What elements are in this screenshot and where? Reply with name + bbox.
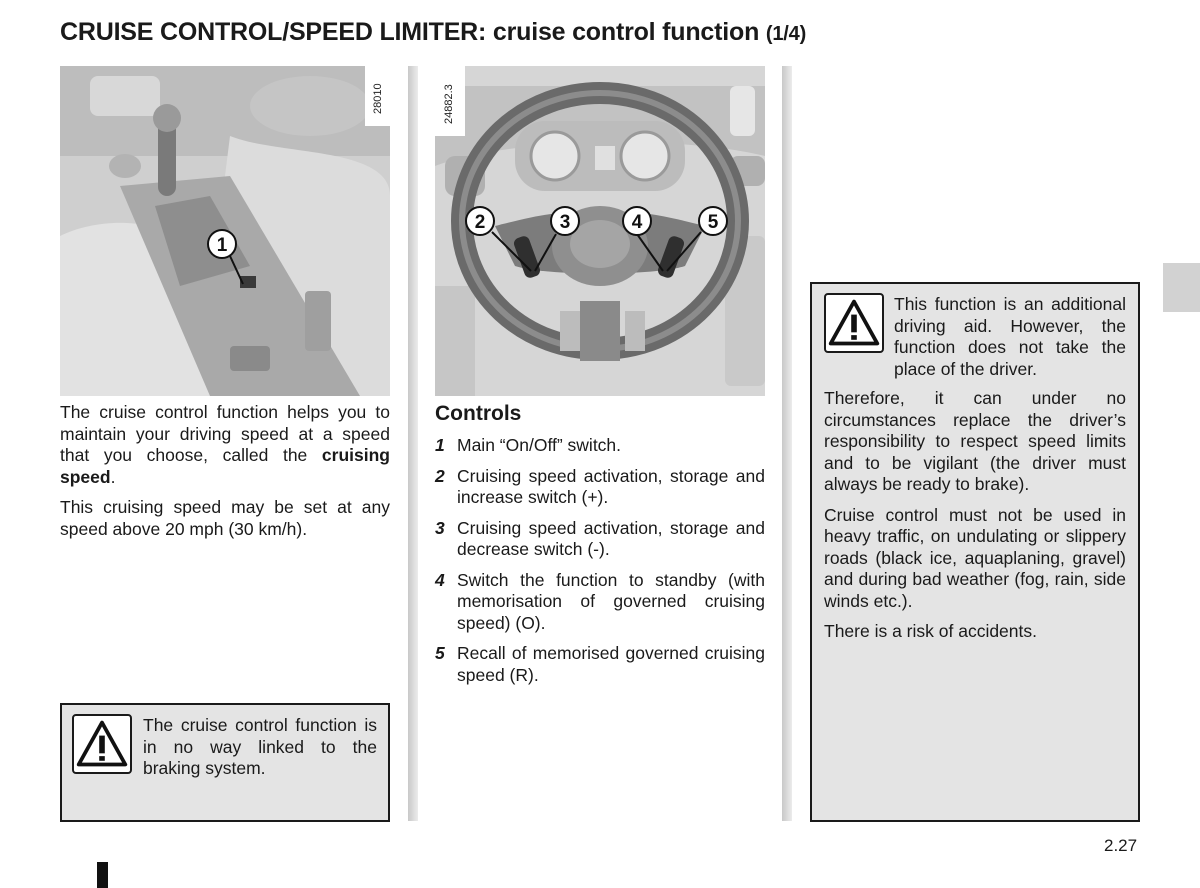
section-thumb-tab <box>1163 263 1200 312</box>
controls-list <box>435 435 765 695</box>
warning-triangle-icon <box>72 714 132 774</box>
callout-5 <box>699 207 727 235</box>
svg-text:4: 4 <box>631 212 643 233</box>
braking-warning-text: The cruise control function is in no way linked to the braking system. <box>143 715 377 778</box>
corner-mark <box>97 862 108 888</box>
left-column-text <box>60 402 390 549</box>
cruising-speed-term: cruising speed <box>60 445 390 487</box>
driving-aid-paragraphs <box>824 388 1126 652</box>
braking-warning-box <box>60 703 390 822</box>
callout-1 <box>208 230 236 258</box>
callout-2 <box>466 207 494 235</box>
callout-3 <box>551 207 579 235</box>
controls-heading: Controls <box>435 402 522 425</box>
controls-list-item: 3 Cruising speed activation, storage and decrease switch (-). <box>435 517 765 559</box>
controls-list-item: 1 Main “On/Off” switch. <box>435 435 622 455</box>
callout-4 <box>623 207 651 235</box>
conditions-paragraph: Cruise control must not be used in heavy traffic, on undulating or slippery roads (black ice, aquaplaning, gravel) and during bad weather (fog, rain, side winds etc.). <box>824 504 1126 611</box>
intro-paragraph: The cruise control function helps you to maintain your driving speed at a speed that you choose, called the cruising speed. <box>60 402 390 487</box>
svg-text:2: 2 <box>474 212 486 233</box>
column-separator <box>408 66 418 821</box>
risk-paragraph: There is a risk of accidents. <box>824 621 1037 641</box>
driving-aid-lead: This function is an additional driving aid. However, the function does not take the place of the driver. <box>894 294 1126 379</box>
responsibility-paragraph: Therefore, it can under no circumstances replace the driver’s responsibility to respect speed limits and to be vigilant (the driver must always be ready to brake). <box>824 388 1126 494</box>
figure-ref-middle: 24882.3 <box>443 84 455 124</box>
page-title <box>60 18 806 47</box>
driving-aid-warning-box <box>810 282 1140 822</box>
page-title-text: CRUISE CONTROL/SPEED LIMITER: cruise control function <box>60 18 760 46</box>
figure-ref-left: 28010 <box>372 83 384 114</box>
console-photo <box>60 66 390 396</box>
svg-text:1: 1 <box>216 235 228 256</box>
controls-list-item: 5 Recall of memorised governed cruising speed (R). <box>435 643 765 685</box>
svg-text:5: 5 <box>707 212 719 233</box>
steering-wheel-photo <box>435 66 765 396</box>
page-number: 2.27 <box>1104 836 1138 855</box>
warning-triangle-icon <box>824 293 884 353</box>
column-separator <box>782 66 792 821</box>
speed-note-paragraph: This cruising speed may be set at any speed above 20 mph (30 km/h). <box>60 497 390 539</box>
controls-list-item: 2 Cruising speed activation, storage and increase switch (+). <box>435 465 765 507</box>
controls-list-item: 4 Switch the function to standby (with memorisation of governed cruising speed) (O). <box>435 569 765 633</box>
svg-text:3: 3 <box>559 212 571 233</box>
page-part: (1/4) <box>765 23 807 45</box>
